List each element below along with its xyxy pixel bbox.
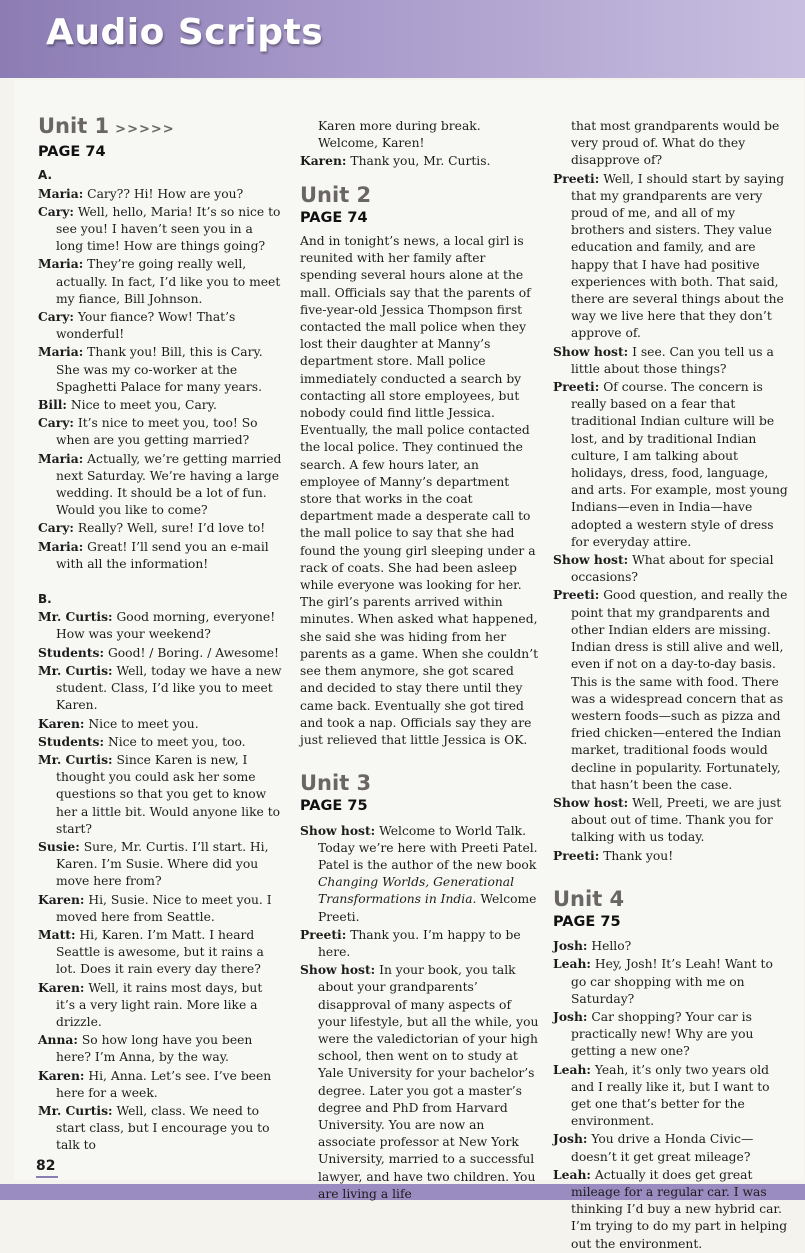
speaker: Maria: (38, 344, 84, 360)
speaker: Karen: (300, 153, 347, 169)
line-text: Hi, Karen. I’m Matt. I heard Seattle is awesome, but it rains a lot. Does it rain every day there? (56, 927, 264, 977)
column-2 (300, 118, 540, 1203)
speaker: Matt: (38, 926, 76, 942)
dialogue-line (300, 822, 540, 926)
dialogue-line (553, 378, 791, 551)
dialogue-line (38, 662, 283, 715)
dialogue-line (553, 794, 791, 847)
line-text: Welcome Preeti. (318, 892, 537, 924)
page-label: PAGE 74 (38, 144, 106, 161)
line-text: Of course. The concern is really based on a fear that traditional Indian culture will be lost, and by traditional Indian culture, I am talking about holidays, dress, food, language, and arts. For example, most young Indians—even in India—have adopted a western style of dress for everyday attire. (571, 380, 788, 549)
line-text: In your book, you talk about your grandparents’ disapproval of many aspects of your lifestyle, but all the while, you were the valedictorian of your high school, then went on to study at Yale University for your bachelor’s degree. Later you got a master’s degree and PhD from Harvard University. You are now an associate professor at New York University, married to a successful lawyer, and have two children. You are living a life (318, 963, 539, 1201)
dialogue-line (38, 926, 283, 979)
speaker: Leah: (553, 1166, 591, 1182)
line-text: Actually, we’re getting married next Saturday. We’re having a large wedding. It should be a lot of fun. Would you like to come? (56, 451, 282, 518)
page-label: PAGE 75 (553, 913, 621, 930)
dialogue-line (38, 308, 283, 343)
speaker: Mr. Curtis: (38, 1102, 113, 1118)
line-text: Nice to meet you. (88, 716, 199, 731)
speaker: Maria: (38, 538, 84, 554)
line-text: Car shopping? Your car is practically new! Why are you getting a new one? (571, 1009, 754, 1059)
speaker: Susie: (38, 838, 80, 854)
line-text: You drive a Honda Civic—doesn’t it get great mileage? (571, 1132, 754, 1164)
line-text: Good! / Boring. / Awesome! (107, 645, 279, 660)
line-text: Welcome to World Talk. Today we’re here with Preeti Patel. Patel is the author of the new book (318, 823, 538, 872)
line-text: Well, I should start by saying that my grandparents are very proud of me, and all of my brothers and sisters. They value education and family, and are happy that I have had positive experiences with both. That said, there are several things about the way we live here that they don’t approve of. (571, 171, 785, 341)
speaker: Show host: (300, 822, 376, 838)
line-text: Really? Well, sure! I’d love to! (77, 521, 266, 536)
line-text: Nice to meet you, too. (107, 734, 246, 749)
dialogue-line (553, 118, 791, 170)
line-text: Well, class. We need to start class, but I encourage you to talk to (56, 1103, 270, 1153)
dialogue-line (553, 955, 791, 1008)
dialogue-line (38, 203, 283, 256)
unit-title: Unit 1 (38, 114, 110, 138)
dialogue-line (553, 343, 791, 378)
line-text: Karen more during break. Welcome, Karen! (318, 119, 481, 151)
dialogue-line (300, 926, 540, 961)
speaker: Cary: (38, 203, 74, 219)
dialogue-line (38, 979, 283, 1032)
speaker: Karen: (38, 891, 85, 907)
line-text: Since Karen is new, I thought you could ask her some questions so that you get to know her a little bit. Would anyone like to start? (56, 752, 281, 836)
dialogue-line (300, 961, 540, 1203)
line-text: Well, hello, Maria! It’s so nice to see you! I haven’t seen you in a long time! How are things going? (56, 204, 281, 254)
line-text: Yeah, it’s only two years old and I really like it, but I want to get one that’s better for the environment. (571, 1062, 770, 1129)
speaker: Josh: (553, 1008, 588, 1024)
dialogue-unit-4 (553, 937, 791, 1253)
speaker: Preeti: (553, 379, 600, 395)
line-text: It’s nice to meet you, too! So when are you getting married? (56, 416, 258, 448)
speaker: Students: (38, 644, 105, 660)
speaker: Josh: (553, 938, 588, 954)
speaker: Maria: (38, 185, 84, 201)
dialogue-line (38, 519, 283, 537)
line-text: Hi, Anna. Let’s see. I’ve been here for a week. (56, 1068, 272, 1100)
line-text: Thank you. I’m happy to be here. (318, 927, 521, 959)
line-text: Hey, Josh! It’s Leah! Want to go car shopping with me on Saturday? (571, 957, 773, 1006)
speaker: Show host: (300, 962, 376, 978)
line-text: Well, Preeti, we are just about out of time. Thank you for talking with us today. (571, 795, 782, 845)
speaker: Mr. Curtis: (38, 662, 113, 678)
line-text: What about for special occasions? (571, 553, 774, 585)
speaker: Leah: (553, 956, 591, 972)
dialogue-continued (553, 118, 791, 865)
dialogue-line (553, 1166, 791, 1253)
unit-4-heading: Unit 4 (553, 886, 625, 911)
dialogue-line (38, 450, 283, 520)
speaker: Preeti: (553, 170, 600, 186)
dialogue-line (38, 396, 283, 414)
line-text: Well, it rains most days, but it’s a very light rain. More like a drizzle. (56, 980, 263, 1029)
dialogue-b (38, 608, 283, 1154)
dialogue-line (38, 414, 283, 449)
header-banner (0, 0, 805, 78)
line-text: Good morning, everyone! How was your weekend? (56, 610, 276, 642)
line-text: I see. Can you tell us a little about those things? (571, 344, 774, 376)
speaker: Karen: (38, 1067, 85, 1083)
line-text: Great! I’ll send you an e-mail with all the information! (56, 539, 269, 571)
speaker: Karen: (38, 979, 85, 995)
dialogue-line (553, 937, 791, 955)
line-text: that most grandparents would be very proud of. What do they disapprove of? (571, 119, 780, 168)
line-text: Thank you, Mr. Curtis. (350, 154, 491, 169)
line-text: They’re going really well, actually. In fact, I’d like you to meet my fiance, Bill Johnson. (56, 257, 281, 306)
dialogue-line (553, 1008, 791, 1061)
dialogue-line (38, 644, 283, 662)
speaker: Mr. Curtis: (38, 751, 113, 767)
line-text: Well, today we have a new student. Class, I’d like you to meet Karen. (56, 663, 282, 713)
dialogue-line (553, 170, 791, 343)
speaker: Show host: (553, 343, 629, 359)
page-number: 82 (36, 1158, 56, 1174)
dialogue-line (38, 715, 283, 733)
line-text: Hello? (591, 939, 632, 954)
section-label: A. (38, 168, 53, 183)
speaker: Preeti: (553, 847, 600, 863)
speaker: Students: (38, 733, 105, 749)
dialogue-line (38, 891, 283, 926)
speaker: Show host: (553, 552, 629, 568)
dialogue-line (38, 538, 283, 573)
dialogue-line (553, 586, 791, 793)
speaker: Mr. Curtis: (38, 609, 113, 625)
dialogue-line (300, 118, 540, 152)
dialogue-a (38, 185, 283, 573)
dialogue-line (553, 551, 791, 586)
speaker: Bill: (38, 397, 67, 413)
line-text: Good question, and really the point that my grandparents and other Indian elders are missing. Indian dress is still alive and well, even if not on a day-to-day basis. This is the same with food. There was a widespread concern that as western foods—such as pizza and fried chicken—entered the Indian market, traditional foods would decline in popularity. Fortunately, that hasn’t been the case. (571, 588, 788, 792)
speaker: Preeti: (553, 587, 600, 603)
dialogue-unit-3 (300, 926, 540, 1203)
dialogue-line (553, 1061, 791, 1131)
dialogue-line (38, 751, 283, 838)
unit-2-heading: Unit 2 (300, 182, 372, 207)
dialogue-line (38, 1102, 283, 1155)
line-text: Actually it does get great mileage for a regular car. I was thinking I’d buy a new hybrid car. I’m trying to do my part in helping out the environment. (571, 1167, 788, 1251)
section-label: B. (38, 592, 52, 607)
dialogue-line (38, 733, 283, 751)
line-text: So how long have you been here? I’m Anna, by the way. (56, 1033, 253, 1065)
dialogue-line (38, 255, 283, 308)
page-label: PAGE 75 (300, 798, 368, 815)
speaker: Karen: (38, 715, 85, 731)
dialogue-line (38, 185, 283, 203)
speaker: Maria: (38, 256, 84, 272)
dialogue-line (38, 343, 283, 396)
dialogue-line (553, 847, 791, 865)
speaker: Cary: (38, 520, 74, 536)
dialogue-line (300, 152, 540, 170)
unit-1-heading (38, 114, 283, 138)
dialogue-line (38, 1067, 283, 1102)
speaker: Josh: (553, 1131, 588, 1147)
speaker: Leah: (553, 1061, 591, 1077)
dialogue-line (553, 1130, 791, 1165)
line-text: Nice to meet you, Cary. (70, 398, 217, 413)
page-title: Audio Scripts (46, 12, 324, 53)
page-number-rule (36, 1176, 58, 1178)
speaker: Cary: (38, 415, 74, 431)
unit-3-heading: Unit 3 (300, 771, 372, 796)
line-text: Cary?? Hi! How are you? (87, 186, 244, 201)
dialogue-continued (300, 118, 540, 171)
speaker: Cary: (38, 309, 74, 325)
column-3 (553, 118, 791, 1253)
page-label: PAGE 74 (300, 209, 368, 226)
speaker: Preeti: (300, 926, 347, 942)
arrows-decoration: >>>>> (115, 122, 175, 137)
dialogue-line (38, 838, 283, 891)
line-text: Hi, Susie. Nice to meet you. I moved here from Seattle. (56, 892, 272, 924)
line-text: Thank you! Bill, this is Cary. She was my co-worker at the Spaghetti Palace for many years. (56, 345, 263, 394)
column-1 (38, 114, 283, 1155)
news-paragraph: And in tonight’s news, a local girl is reunited with her family after spending several hours alone at the mall. Officials say that the parents of five-year-old Jessica Thompson first contacted the mall police when they lost their daughter at Manny’s department store. Mall police immediately conducted a search by contacting all store employees, but nobody could find little Jessica. Eventually, the mall police contacted the local police. They continued the search. A few hours later, an employee of Manny’s department store that works in the coat department made a desperate call to the mall police to say that she had found the young girl sleeping under a rack of coats. She had been asleep while everyone was looking for her. The girl’s parents arrived within minutes. When asked what happened, she said she was hiding from her parents as a game. When she couldn’t see them anymore, she got scared and decided to stay there until they came back. Eventually she got tired and took a nap. Officials say they are just relieved that little Jessica is OK. (300, 234, 539, 747)
line-text: Your fiance? Wow! That’s wonderful! (56, 310, 236, 342)
speaker: Show host: (553, 794, 629, 810)
speaker: Maria: (38, 450, 84, 466)
dialogue-line (38, 1031, 283, 1066)
line-text: Sure, Mr. Curtis. I’ll start. Hi, Karen. I’m Susie. Where did you move here from? (56, 839, 269, 889)
speaker: Anna: (38, 1032, 78, 1048)
dialogue-line (38, 608, 283, 643)
book-title: Changing Worlds, Generational Transformations in India. (318, 875, 515, 907)
line-text: Thank you! (603, 848, 674, 863)
